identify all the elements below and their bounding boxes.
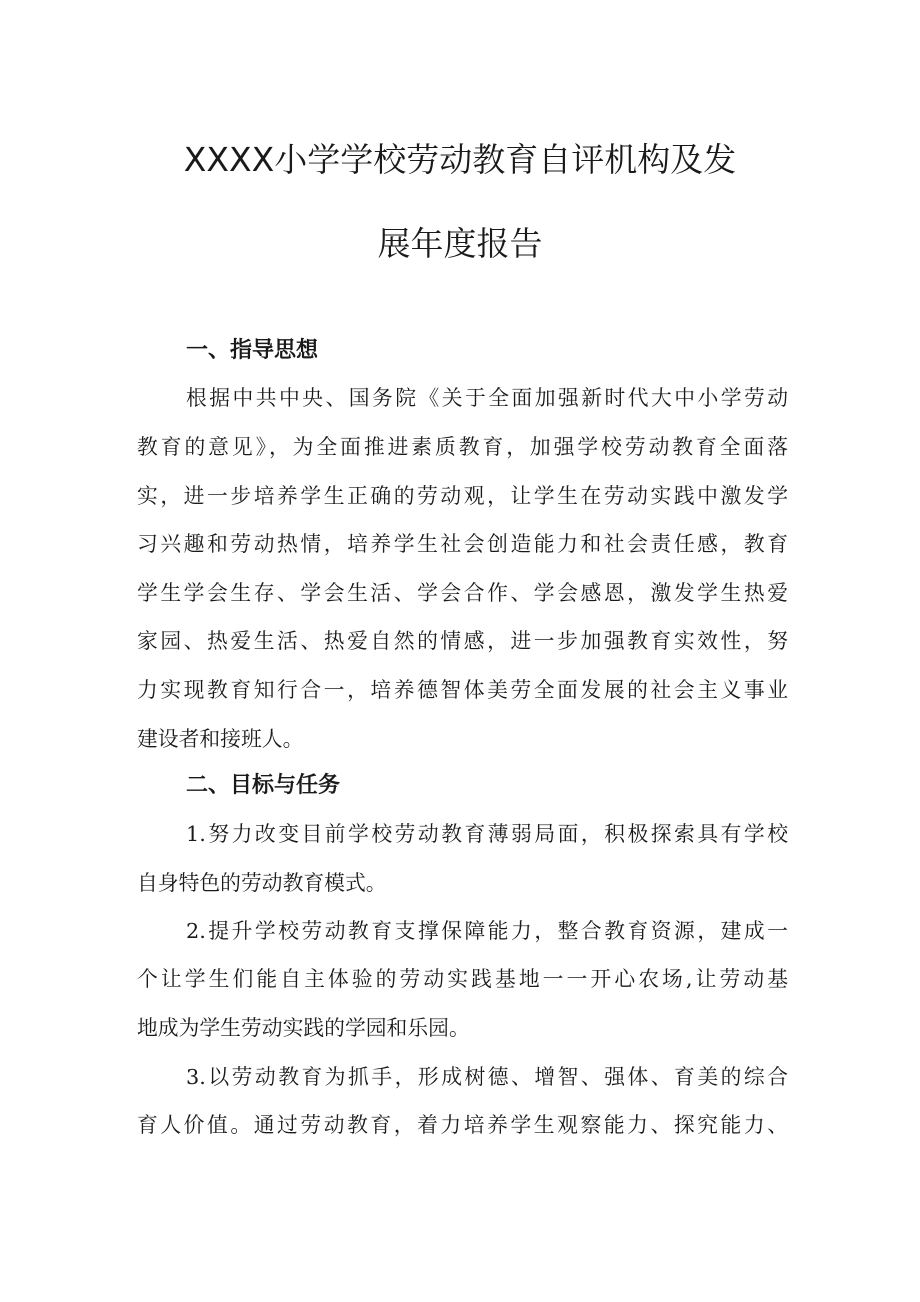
paragraph-line: 自身特色的劳动教育模式。: [137, 871, 387, 895]
section-heading-goals-and-tasks: 二、目标与任务: [186, 773, 341, 798]
paragraph-line: 3.以劳动教育为抓手，形成树德、增智、强体、育美的综合: [186, 1065, 788, 1089]
paragraph-line: 2.提升学校劳动教育支撑保障能力，整合教育资源，建成一: [186, 919, 788, 943]
paragraph-line: 育人价值。通过劳动教育，着力培养学生观察能力、探究能力、: [137, 1113, 788, 1137]
paragraph-line: 力实现教育知行合一，培养德智体美劳全面发展的社会主义事业: [137, 678, 788, 702]
paragraph-line: 家园、热爱生活、热爱自然的情感，进一步加强教育实效性，努: [137, 629, 788, 653]
paragraph-line: 习兴趣和劳动热情，培养学生社会创造能力和社会责任感，教育: [137, 532, 788, 556]
paragraph-line: 建设者和接班人。: [137, 727, 304, 751]
paragraph-line: 1.努力改变目前学校劳动教育薄弱局面，积极探索具有学校: [186, 822, 788, 846]
document-title-line-2: 展年度报告: [377, 224, 543, 263]
section-heading-guiding-ideology: 一、指导思想: [186, 338, 319, 363]
paragraph-line: 实，进一步培养学生正确的劳动观，让学生在劳动实践中激发学: [137, 484, 788, 508]
paragraph-line: 学生学会生存、学会生活、学会合作、学会感恩，激发学生热爱: [137, 581, 788, 605]
paragraph-line: 个让学生们能自主体验的劳动实践基地一一开心农场,让劳动基: [137, 967, 788, 991]
paragraph-line: 地成为学生劳动实践的学园和乐园。: [137, 1016, 470, 1040]
paragraph-line: 教育的意见》，为全面推进素质教育，加强学校劳动教育全面落: [137, 435, 788, 459]
document-title-line-1: XXXX小学学校劳动教育自评机构及发: [183, 140, 737, 179]
paragraph-line: 根据中共中央、国务院《关于全面加强新时代大中小学劳动: [186, 386, 788, 410]
